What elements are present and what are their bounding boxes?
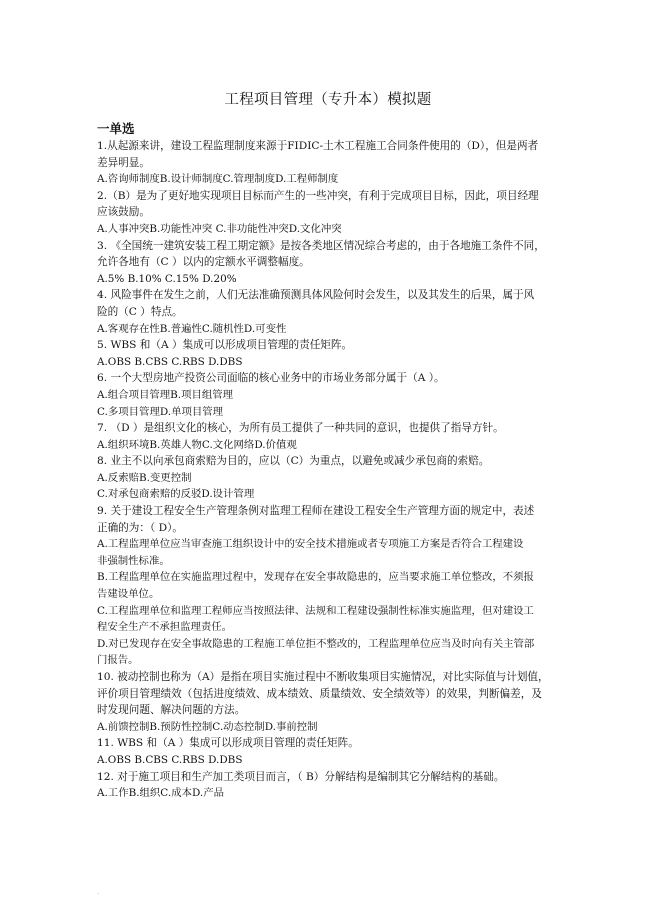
- question-stem-line: 险的（C ）特点。: [97, 305, 183, 318]
- section-heading: 一单选: [97, 121, 135, 136]
- answer-options: [97, 354, 559, 371]
- question-stem-line: 5. WBS 和（A ）集成可以形成项目管理的责任矩阵。: [97, 339, 353, 352]
- question-stem-line: 8. 业主不以向承包商索赔为目的，应以（C）为重点，以避免或减少承包商的索赔。: [97, 455, 490, 468]
- answer-option-line: 告建设单位。: [97, 588, 160, 601]
- answer-options: [97, 536, 559, 669]
- question-stem: [97, 188, 559, 221]
- question-stem: [97, 669, 559, 719]
- answer-option-line: A.组织环境B.英雄人物C.文化网络D.价值观: [97, 438, 297, 451]
- answer-option-line: A.OBS B.CBS C.RBS D.DBS: [97, 753, 243, 766]
- question-stem-line: 应该鼓励。: [97, 206, 150, 219]
- question-stem-line: 12. 对于施工项目和生产加工类项目而言，（ B）分解结构是编制其它分解结构的基础。: [97, 770, 505, 783]
- question-item: [97, 138, 559, 188]
- question-stem-line: 允许各地有（C ）以内的定额水平调整幅度。: [97, 256, 310, 269]
- question-stem-line: 11. WBS 和（A ）集成可以形成项目管理的责任矩阵。: [97, 737, 359, 750]
- question-stem-line: 评价项目管理绩效（包括进度绩效、成本绩效、质量绩效、安全绩效等）的效果，判断偏差，及: [97, 687, 542, 700]
- question-list: [97, 138, 559, 802]
- document-title: 工程项目管理（专升本）模拟题: [224, 92, 432, 108]
- question-stem-line: 差异明显。: [97, 156, 150, 169]
- answer-option-line: C.对承包商索赔的反驳D.设计管理: [97, 488, 255, 501]
- answer-option-line: A.前馈控制B.预防性控制C.动态控制D.事前控制: [97, 720, 318, 733]
- answer-options: [97, 387, 559, 420]
- question-stem: [97, 138, 559, 171]
- answer-option-line: A.OBS B.CBS C.RBS D.DBS: [97, 355, 243, 368]
- answer-option-line: C.多项目管理D.单项目管理: [97, 405, 224, 418]
- question-stem-line: 正确的为：（ D）。: [97, 521, 184, 534]
- question-item: [97, 188, 559, 238]
- question-stem: [97, 370, 559, 387]
- question-stem-line: 10. 被动控制也称为（A）是指在项目实施过程中不断收集项目实施情况，对比实际值与计划值，: [97, 671, 549, 683]
- question-stem: [97, 735, 559, 752]
- question-stem: [97, 287, 559, 320]
- answer-option-line: A.反索赔B.变更控制: [97, 471, 192, 484]
- question-item: [97, 238, 559, 288]
- answer-options: [97, 221, 559, 238]
- answer-option-line: 非强制性标准。: [97, 554, 170, 567]
- answer-options: [97, 437, 559, 454]
- question-item: [97, 769, 559, 802]
- document-page: [97, 88, 559, 802]
- question-item: [97, 287, 559, 337]
- question-stem: [97, 503, 559, 536]
- question-stem-line: 时发现问题、解决问题的方法。: [97, 704, 246, 717]
- question-item: [97, 453, 559, 503]
- answer-options: [97, 785, 559, 802]
- question-stem: [97, 337, 559, 354]
- question-item: [97, 420, 559, 453]
- question-item: [97, 735, 559, 768]
- question-stem: [97, 453, 559, 470]
- answer-option-line: A.工作B.组织C.成本D.产品: [97, 787, 225, 800]
- question-stem: [97, 238, 559, 271]
- question-item: [97, 503, 559, 669]
- answer-option-line: 门报告。: [97, 654, 139, 667]
- answer-option-line: A.工程监理单位应当审查施工组织设计中的安全技术措施或者专项施工方案是否符合工程建设: [97, 538, 524, 551]
- answer-option-line: A.咨询师制度B.设计师制度C.管理制度D.工程师制度: [97, 173, 339, 186]
- question-item: [97, 337, 559, 370]
- answer-option-line: C.工程监理单位和监理工程师应当按照法律、法规和工程建设强制性标准实施监理，但对建设工: [97, 604, 534, 617]
- question-stem-line: 4. 风险事件在发生之前，人们无法准确预测具体风险何时会发生，以及其发生的后果，属于风: [97, 289, 535, 302]
- answer-options: [97, 752, 559, 769]
- answer-option-line: A.组合项目管理B.项目组管理: [97, 388, 234, 401]
- answer-option-line: B.工程监理单位在实施监理过程中，发现存在安全事故隐患的，应当要求施工单位整改，不须报: [97, 571, 534, 584]
- question-stem-line: 9. 关于建设工程安全生产管理条例对监理工程师在建设工程安全生产管理方面的规定中，表述: [97, 505, 535, 518]
- page-mark: .: [97, 887, 100, 896]
- question-stem-line: 6. 一个大型房地产投资公司面临的核心业务中的市场业务部分属于（A ）。: [97, 372, 445, 385]
- answer-options: [97, 321, 559, 338]
- question-item: [97, 370, 559, 420]
- answer-options: [97, 271, 559, 288]
- answer-option-line: A.客观存在性B.普遍性C.随机性D.可变性: [97, 322, 287, 335]
- answer-options: [97, 470, 559, 503]
- question-stem: [97, 769, 559, 786]
- question-item: [97, 669, 559, 735]
- answer-options: [97, 719, 559, 736]
- answer-option-line: 程安全生产不承担监理责任。: [97, 621, 233, 634]
- question-stem-line: 2.（B）是为了更好地实现项目目标而产生的一些冲突，有利于完成项目目标，因此，项目经理: [97, 189, 539, 202]
- question-stem-line: 1.从起源来讲，建设工程监理制度来源于FIDIC-土木工程施工合同条件使用的（D），但是两者: [97, 140, 539, 152]
- question-stem-line: 7. （D ）是组织文化的核心，为所有员工提供了一种共同的意识，也提供了指导方针。: [97, 422, 504, 435]
- answer-option-line: D.对已发现存在安全事故隐患的工程施工单位拒不整改的，工程监理单位应当及时向有关主管部: [97, 637, 535, 650]
- answer-options: [97, 171, 559, 188]
- answer-option-line: A.人事冲突B.功能性冲突 C.非功能性冲突D.文化冲突: [97, 222, 342, 235]
- question-stem-line: 3. 《全国统一建筑安装工程工期定额》是按各类地区情况综合考虑的，由于各地施工条件不同，: [97, 239, 545, 252]
- question-stem: [97, 420, 559, 437]
- answer-option-line: A.5% B.10% C.15% D.20%: [97, 272, 237, 285]
